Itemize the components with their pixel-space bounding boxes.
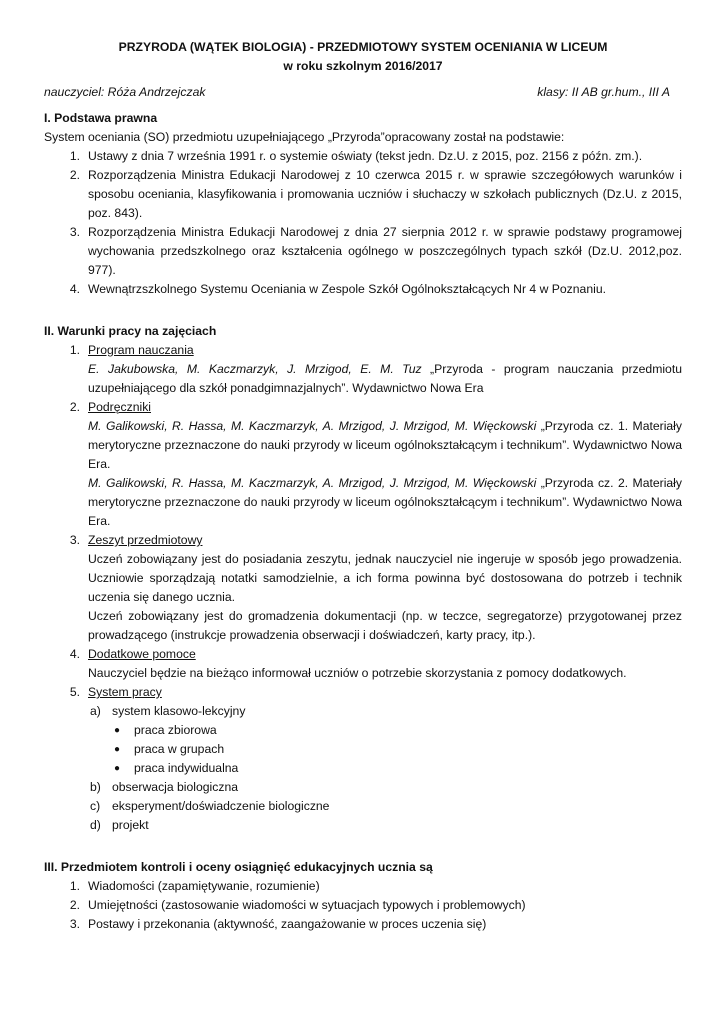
list-item-number: 2. xyxy=(69,168,80,182)
list-item xyxy=(44,721,682,740)
program-title: „Przyroda - program nauczania przedmiotu uzupełniającego dla szkół ponadgimnazjalnych”. Wydawnictwo Nowa Era xyxy=(88,362,682,395)
document-title xyxy=(44,38,682,76)
textbook-title: „Przyroda cz. 2. Materiały merytoryczne przeznaczone do nauki przyrody w liceum ogólnokształcącym i technikum”. Wydawnictwo Nowa Era. xyxy=(88,476,682,528)
subsection-label: Dodatkowe pomoce xyxy=(88,647,196,661)
list-item xyxy=(44,702,682,721)
list-item-letter: d) xyxy=(90,818,101,832)
list-item xyxy=(44,797,682,816)
list-item-text: praca w grupach xyxy=(134,742,225,756)
section-3-heading: III. Przedmiotem kontroli i oceny osiągnięć edukacyjnych ucznia są xyxy=(44,860,433,874)
program-authors: E. Jakubowska, M. Kaczmarzyk, J. Mrzigod, E. M. Tuz xyxy=(88,362,422,376)
list-item-text: praca indywidualna xyxy=(134,761,239,775)
list-item-text: system klasowo-lekcyjny xyxy=(112,704,246,718)
program-description xyxy=(44,360,682,398)
subsection-work-system xyxy=(44,683,682,702)
list-item xyxy=(44,877,682,896)
title-line-2: w roku szkolnym 2016/2017 xyxy=(283,59,443,73)
list-item-text: eksperyment/doświadczenie biologiczne xyxy=(112,799,330,813)
list-item-number: 5. xyxy=(69,685,80,699)
section-2-heading: II. Warunki pracy na zajęciach xyxy=(44,324,217,338)
list-item-number: 4. xyxy=(69,282,80,296)
section-3-list xyxy=(44,877,682,934)
list-item xyxy=(44,223,682,280)
subsection-label: Podręczniki xyxy=(88,400,151,414)
list-item-number: 3. xyxy=(69,917,80,931)
subsection-label: Program nauczania xyxy=(88,343,194,357)
list-item-text: projekt xyxy=(112,818,149,832)
textbook-title: „Przyroda cz. 1. Materiały merytoryczne przeznaczone do nauki przyrody w liceum ogólnokształcącym i technikum”. Wydawnictwo Nowa Era. xyxy=(88,419,682,471)
subsection-label: Zeszyt przedmiotowy xyxy=(88,533,203,547)
textbook-authors: M. Galikowski, R. Hassa, M. Kaczmarzyk, A. Mrzigod, J. Mrzigod, M. Więckowski xyxy=(88,476,537,490)
list-item-number: 3. xyxy=(69,225,80,239)
list-item-text: praca zbiorowa xyxy=(134,723,217,737)
list-item xyxy=(44,280,682,299)
subsection-program xyxy=(44,341,682,360)
section-1-list xyxy=(44,147,682,299)
list-item xyxy=(44,816,682,835)
teacher-name: nauczyciel: Róża Andrzejczak xyxy=(44,85,206,99)
textbook-2 xyxy=(44,474,682,531)
list-item-letter: c) xyxy=(90,799,101,813)
list-item-letter: a) xyxy=(90,704,101,718)
list-item-text: obserwacja biologiczna xyxy=(112,780,239,794)
list-item-number: 1. xyxy=(69,149,80,163)
list-item xyxy=(44,759,682,778)
title-line-1: PRZYRODA (WĄTEK BIOLOGIA) - PRZEDMIOTOWY SYSTEM OCENIANIA W LICEUM xyxy=(118,40,608,54)
section-1-intro: System oceniania (SO) przedmiotu uzupełniającego „Przyroda”opracowany został na podstawie: xyxy=(44,130,565,144)
subsection-additional-aids xyxy=(44,645,682,664)
list-item-number: 1. xyxy=(69,879,80,893)
bullet-icon: ● xyxy=(114,763,121,774)
notebook-paragraph-2: Uczeń zobowiązany jest do gromadzenia dokumentacji (np. w teczce, segregatorze) przygotowanej przez prowadzącego (instrukcje prowadzenia obserwacji i doświadczeń, karty pracy, itp.). xyxy=(88,609,682,642)
list-item xyxy=(44,147,682,166)
list-item-text: Postawy i przekonania (aktywność, zaangażowanie w proces uczenia się) xyxy=(88,917,487,931)
list-item xyxy=(44,166,682,223)
bullet-icon: ● xyxy=(114,725,121,736)
additional-aids-paragraph: Nauczyciel będzie na bieżąco informował uczniów o potrzebie skorzystania z pomocy dodatkowych. xyxy=(88,666,627,680)
list-item-text: Rozporządzenia Ministra Edukacji Narodowej z dnia 27 sierpnia 2012 r. w sprawie podstawy programowej wychowania przedszkolnego oraz kształcenia ogólnego w poszczególnych typach szkół (Dz.U. 2012,poz. 977). xyxy=(88,225,682,277)
textbook-authors: M. Galikowski, R. Hassa, M. Kaczmarzyk, A. Mrzigod, J. Mrzigod, M. Więckowski xyxy=(88,419,537,433)
list-item-number: 1. xyxy=(69,343,80,357)
list-item-text: Ustawy z dnia 7 września 1991 r. o systemie oświaty (tekst jedn. Dz.U. z 2015, poz. 2156 z późn. zm.). xyxy=(88,149,643,163)
list-item xyxy=(44,740,682,759)
list-item xyxy=(44,778,682,797)
list-item-text: Umiejętności (zastosowanie wiadomości w sytuacjach typowych i problemowych) xyxy=(88,898,526,912)
list-item xyxy=(44,896,682,915)
notebook-paragraph-1: Uczeń zobowiązany jest do posiadania zeszytu, jednak nauczyciel nie ingeruje w sposób jego prowadzenia. Uczniowie sporządzają notatki samodzielnie, a ich forma powinna być dostosowana do potrzeb i technik uczenia się danego ucznia. xyxy=(88,552,682,604)
classes-info: klasy: II AB gr.hum., III A xyxy=(537,85,670,99)
subsection-notebook xyxy=(44,531,682,550)
list-item xyxy=(44,915,682,934)
list-item-letter: b) xyxy=(90,780,101,794)
subsection-textbooks xyxy=(44,398,682,417)
list-item-number: 2. xyxy=(69,898,80,912)
list-item-text: Rozporządzenia Ministra Edukacji Narodowej z 10 czerwca 2015 r. w sprawie szczegółowych warunków i sposobu oceniania, klasyfikowania i promowania uczniów i słuchaczy w szkołach publicznych (Dz.U. z 2015, poz. 843). xyxy=(88,168,682,220)
list-item-text: Wewnątrzszkolnego Systemu Oceniania w Zespole Szkół Ogólnokształcących Nr 4 w Poznaniu. xyxy=(88,282,606,296)
list-item-text: Wiadomości (zapamiętywanie, rozumienie) xyxy=(88,879,320,893)
list-item-number: 3. xyxy=(69,533,80,547)
section-1-heading: I. Podstawa prawna xyxy=(44,111,158,125)
bullet-icon: ● xyxy=(114,744,121,755)
list-item-number: 2. xyxy=(69,400,80,414)
textbook-1 xyxy=(44,417,682,474)
document-meta xyxy=(44,83,682,102)
subsection-label: System pracy xyxy=(88,685,162,699)
list-item-number: 4. xyxy=(69,647,80,661)
document-page xyxy=(44,38,682,934)
